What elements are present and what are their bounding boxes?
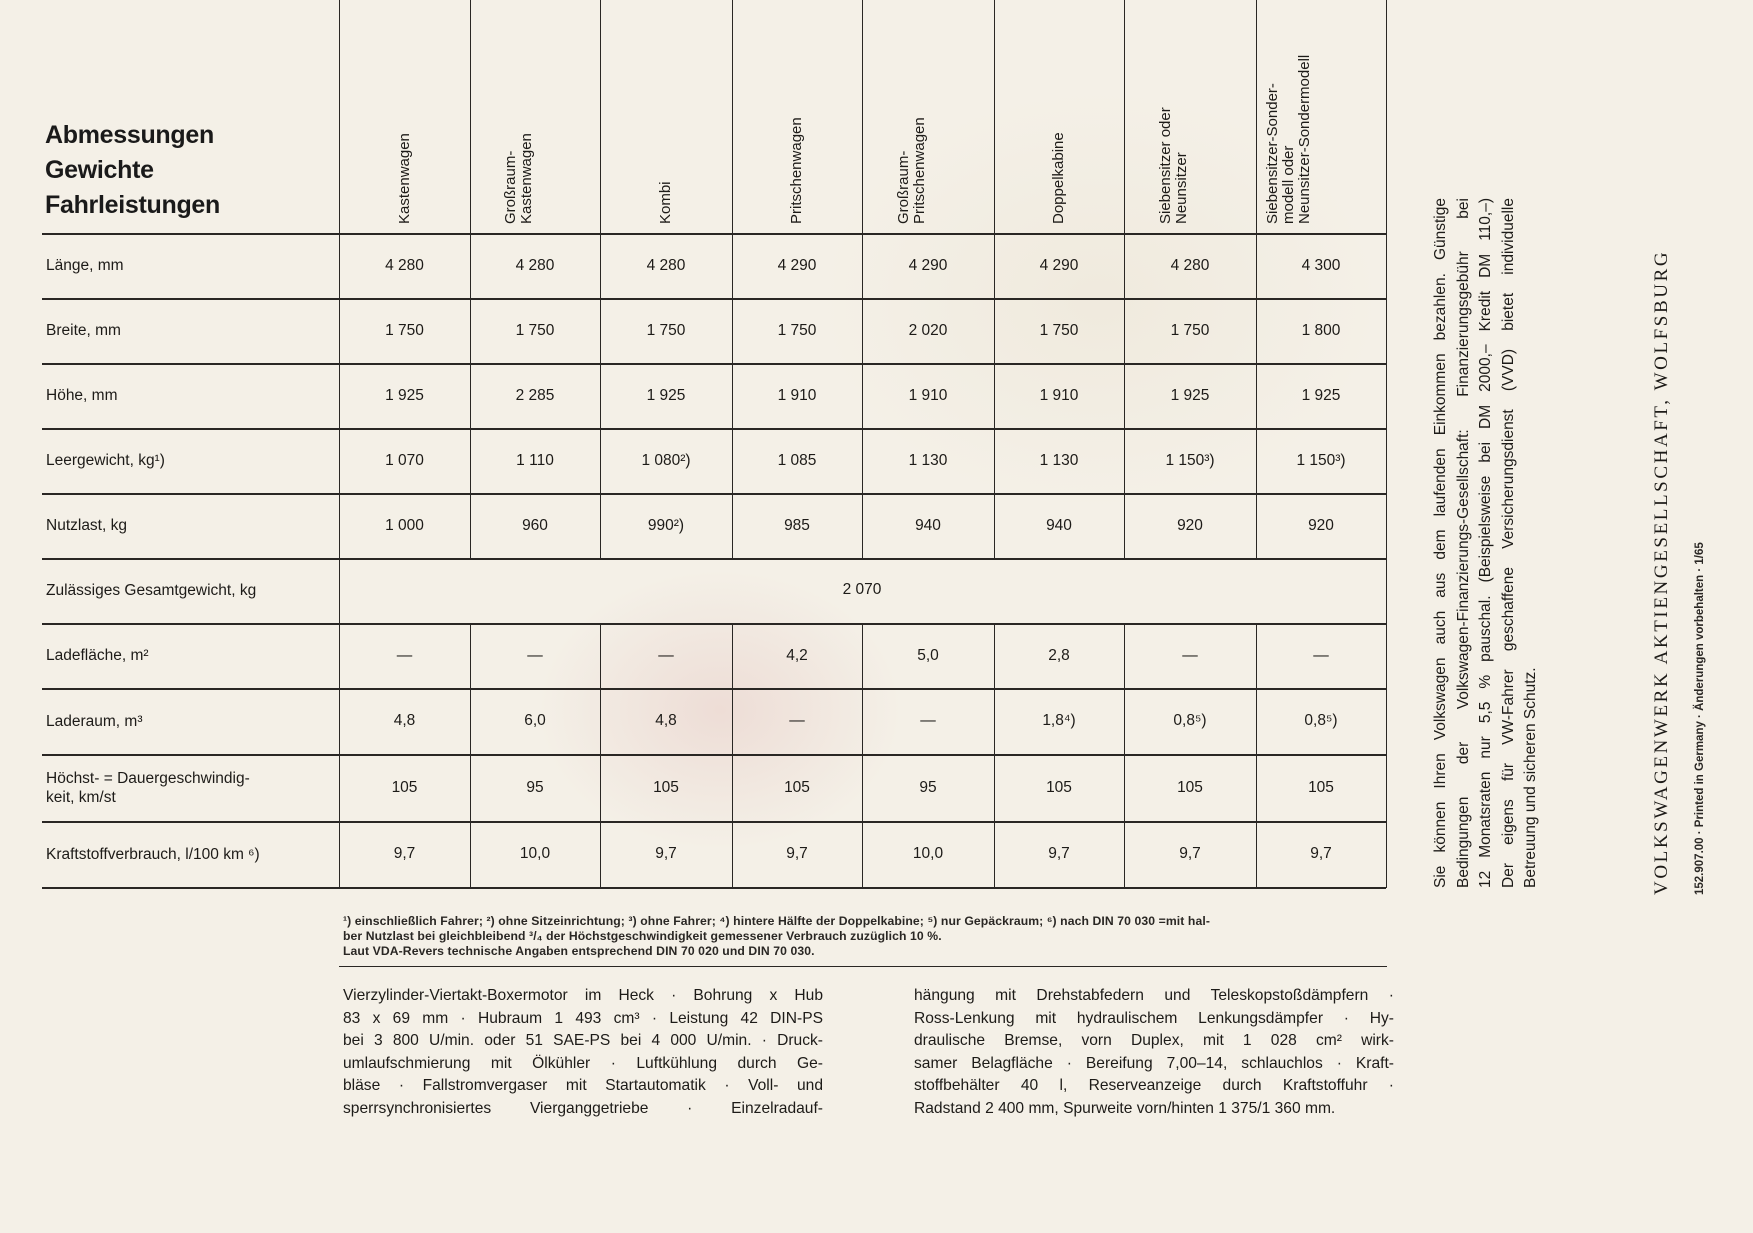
table-cell: — [1182, 646, 1198, 664]
footnote-line-1: ¹) einschließlich Fahrer; ²) ohne Sitzeinrichtung; ³) ohne Fahrer; ⁴) hintere Hälfte der Doppelkabine; ⁵) nur Gepäckraum; ⁶) nach DIN 70 030 =mit hal- [343, 914, 1210, 928]
table-cell: 1 070 [385, 451, 424, 469]
row-label: Leergewicht, kg¹) [46, 452, 165, 469]
table-column-rule [339, 0, 340, 888]
company-name-text: VOLKSWAGENWERK AKTIENGESELLSCHAFT, WOLFSBURG [1651, 249, 1672, 895]
table-cell: 1 750 [777, 321, 817, 339]
table-column-rule [862, 0, 863, 559]
table-cell: 1,8⁴) [1042, 712, 1076, 729]
table-cell: 1 750 [646, 321, 686, 339]
table-cell: 4,2 [786, 646, 808, 664]
table-cell: 940 [915, 516, 941, 534]
table-cell: 1 925 [1301, 386, 1341, 404]
table-cell: — [1313, 646, 1329, 664]
table-cell-span: 2 070 [842, 580, 882, 598]
table-cell: 1 910 [777, 386, 817, 404]
column-header-text: Siebensitzer oder Neunsitzer [1157, 107, 1190, 224]
table-cell: 920 [1308, 516, 1334, 534]
row-label: Breite, mm [46, 322, 121, 339]
table-cell: 4 290 [1039, 256, 1079, 274]
table-cell: 1 000 [385, 516, 424, 534]
title-line-3: Fahrleistungen [45, 191, 220, 219]
table-cell: 2,8 [1048, 646, 1070, 664]
table-cell: 1 910 [1039, 386, 1079, 404]
body-right-line: draulische Bremse, vorn Duplex, mit 1 028 cm² wirk- [914, 1032, 1394, 1049]
financing-line: Bedingungen der Volkswagen-Finanzierungs-Gesellschaft: Finanzierungsgebühr bei [1454, 198, 1472, 888]
table-cell: 1 130 [908, 451, 948, 469]
table-cell: 1 085 [777, 451, 817, 469]
body-left-line: umlaufschmierung mit Ölkühler · Luftkühlung durch Ge- [343, 1054, 823, 1072]
table-cell: 0,8⁵) [1173, 712, 1207, 729]
table-cell: 105 [1177, 778, 1203, 796]
body-left-line: bläse · Fallstromvergaser mit Startautomatik · Voll- und [343, 1077, 823, 1094]
table-cell: 1 150³) [1165, 451, 1215, 469]
row-label: Nutzlast, kg [46, 517, 127, 534]
table-cell: 9,7 [1179, 845, 1201, 862]
table-row-rule [42, 821, 1386, 823]
table-cell: 1 110 [516, 451, 554, 469]
table-row-rule [42, 298, 1386, 300]
table-cell: 6,0 [524, 712, 546, 729]
table-cell: 1 925 [646, 386, 686, 404]
table-cell: 4 300 [1301, 256, 1341, 274]
table-cell: 940 [1046, 516, 1072, 534]
table-column-rule [732, 0, 733, 559]
table-cell: 4 290 [777, 256, 817, 274]
print-note-text: 152.907.00 · Printed in Germany · Änderungen vorbehalten · 1/65 [1694, 542, 1706, 895]
table-cell: 2 020 [908, 321, 948, 339]
table-column-rule [994, 0, 995, 559]
table-row-rule [42, 623, 1386, 625]
table-cell: 1 150³) [1296, 451, 1346, 469]
table-column-rule [600, 0, 601, 559]
row-label: Kraftstoffverbrauch, l/100 km ⁶) [46, 845, 260, 863]
table-column-rule [1386, 0, 1387, 888]
title-line-2: Gewichte [45, 156, 154, 184]
table-cell: 4 280 [1170, 256, 1210, 274]
row-label: Zulässiges Gesamtgewicht, kg [46, 582, 257, 599]
column-header-text: Doppelkabine [1050, 132, 1067, 224]
table-cell: 4,8 [655, 712, 677, 729]
table-cell: 1 130 [1039, 451, 1079, 469]
body-left-line: bei 3 800 U/min. oder 51 SAE-PS bei 4 000 U/min. · Druck- [343, 1032, 823, 1049]
table-row-rule [42, 428, 1386, 430]
table-cell: 9,7 [655, 845, 677, 862]
table-cell: 105 [653, 778, 679, 796]
table-title [45, 118, 335, 223]
table-row-rule [42, 493, 1386, 495]
table-cell: 1 925 [385, 386, 424, 404]
table-cell: 990²) [647, 516, 685, 534]
body-left-line: 83 x 69 mm · Hubraum 1 493 cm³ · Leistung 42 DIN-PS [343, 1009, 823, 1027]
title-line-1: Abmessungen [45, 121, 214, 149]
engine-description-left [343, 985, 823, 1120]
row-label: Länge, mm [46, 257, 124, 274]
table-cell: 1 750 [515, 321, 555, 339]
column-header-text: Kastenwagen [395, 133, 413, 224]
table-cell: — [920, 712, 936, 729]
table-cell: — [396, 646, 413, 664]
table-row-rule [42, 688, 1386, 690]
body-right-line: stoffbehälter 40 l, Reserveanzeige durch Kraftstoffuhr · [914, 1077, 1394, 1094]
table-cell: 1 080²) [641, 451, 691, 469]
table-cell: 985 [784, 516, 810, 534]
row-label: Höhe, mm [46, 387, 118, 404]
row-label: Ladefläche, m² [46, 647, 149, 664]
financing-line: Der eigens für VW-Fahrer geschaffene Versicherungsdienst (VVD) bietet individuelle [1499, 198, 1517, 888]
table-cell: 1 910 [908, 386, 948, 404]
table-cell: 95 [526, 778, 544, 796]
table-row-rule [42, 558, 1386, 560]
table-cell: — [658, 646, 674, 664]
table-cell: 105 [1308, 778, 1334, 796]
table-cell: 4 290 [908, 256, 948, 274]
table-cell: 1 750 [1039, 321, 1079, 339]
table-cell: 4 280 [646, 256, 686, 274]
table-cell: 105 [1046, 778, 1072, 796]
table-column-rule [470, 0, 471, 559]
engine-description-right [914, 985, 1394, 1120]
footnote-rule [339, 966, 1387, 967]
table-cell: 9,7 [1048, 845, 1070, 862]
table-row-rule [42, 754, 1386, 756]
column-header-text: Pritschenwagen [788, 117, 805, 224]
column-header-text: Großraum- Kastenwagen [502, 133, 535, 224]
body-left-line: Vierzylinder-Viertakt-Boxermotor im Heck · Bohrung x Hub [343, 987, 823, 1004]
table-cell: 4,8 [393, 712, 416, 729]
financing-line: Sie können Ihren Volkswagen auch aus dem laufenden Einkommen bezahlen. Günstige [1432, 198, 1449, 888]
table-cell: 9,7 [1310, 845, 1332, 862]
financing-line: Betreuung und sicheren Schutz. [1522, 667, 1539, 888]
body-right-line: Radstand 2 400 mm, Spurweite vorn/hinten 1 375/1 360 mm. [914, 1099, 1336, 1117]
table-row-rule [42, 363, 1386, 365]
table-cell: 10,0 [519, 845, 551, 862]
table-cell: 95 [919, 778, 937, 796]
table-cell: 1 925 [1170, 386, 1210, 404]
row-label: Höchst- = Dauergeschwindig- keit, km/st [46, 769, 250, 806]
table-cell: 2 285 [515, 386, 555, 404]
column-header-text: Großraum- Pritschenwagen [895, 117, 928, 224]
table-cell: — [789, 712, 805, 729]
body-right-line: hängung mit Drehstabfedern und Teleskopstoßdämpfern · [914, 987, 1394, 1004]
table-cell: 4 280 [515, 256, 555, 274]
table-cell: 9,7 [393, 845, 416, 862]
table-column-rule [1256, 0, 1257, 559]
table-cell: 10,0 [912, 845, 944, 862]
body-left-line: sperrsynchronisiertes Vierganggetriebe · Einzelradauf- [343, 1099, 823, 1117]
table-cell: 105 [391, 778, 418, 796]
footnotes [343, 914, 1393, 959]
table-cell: 1 750 [1170, 321, 1210, 339]
body-right-line: Ross-Lenkung mit hydraulischem Lenkungsdämpfer · Hy- [914, 1009, 1394, 1027]
table-cell: — [527, 646, 543, 664]
table-cell: 4 280 [385, 256, 424, 274]
footnote-line-3: Laut VDA-Revers technische Angaben entsprechend DIN 70 020 und DIN 70 030. [343, 944, 815, 958]
table-row-rule [42, 887, 1386, 889]
table-cell: 105 [784, 778, 810, 796]
table-cell: 9,7 [786, 845, 808, 862]
table-cell: 1 800 [1301, 321, 1341, 339]
column-header-text: Kombi [657, 181, 674, 224]
table-cell: 0,8⁵) [1304, 712, 1338, 729]
row-label: Laderaum, m³ [46, 712, 143, 730]
table-column-rule [1124, 0, 1125, 559]
table-cell: 1 750 [385, 321, 424, 339]
financing-line: 12 Monatsraten nur 5,5 % pauschal. (Beispielsweise bei DM 2000,– Kredit DM 110,–) [1477, 198, 1494, 888]
footnote-line-2: ber Nutzlast bei gleichbleibend ³/₄ der Höchstgeschwindigkeit gemessener Verbrauch zuzüglich 10 %. [343, 929, 942, 943]
body-right-line: samer Belagfläche · Bereifung 7,00–14, schlauchlos · Kraft- [914, 1054, 1394, 1072]
column-header-text: Siebensitzer-Sonder- modell oder Neunsitzer-Sondermodell [1264, 54, 1313, 224]
table-cell: 5,0 [917, 646, 939, 664]
table-row-rule [42, 233, 1386, 235]
table-cell: 960 [522, 516, 548, 534]
table-cell: 920 [1177, 516, 1203, 534]
